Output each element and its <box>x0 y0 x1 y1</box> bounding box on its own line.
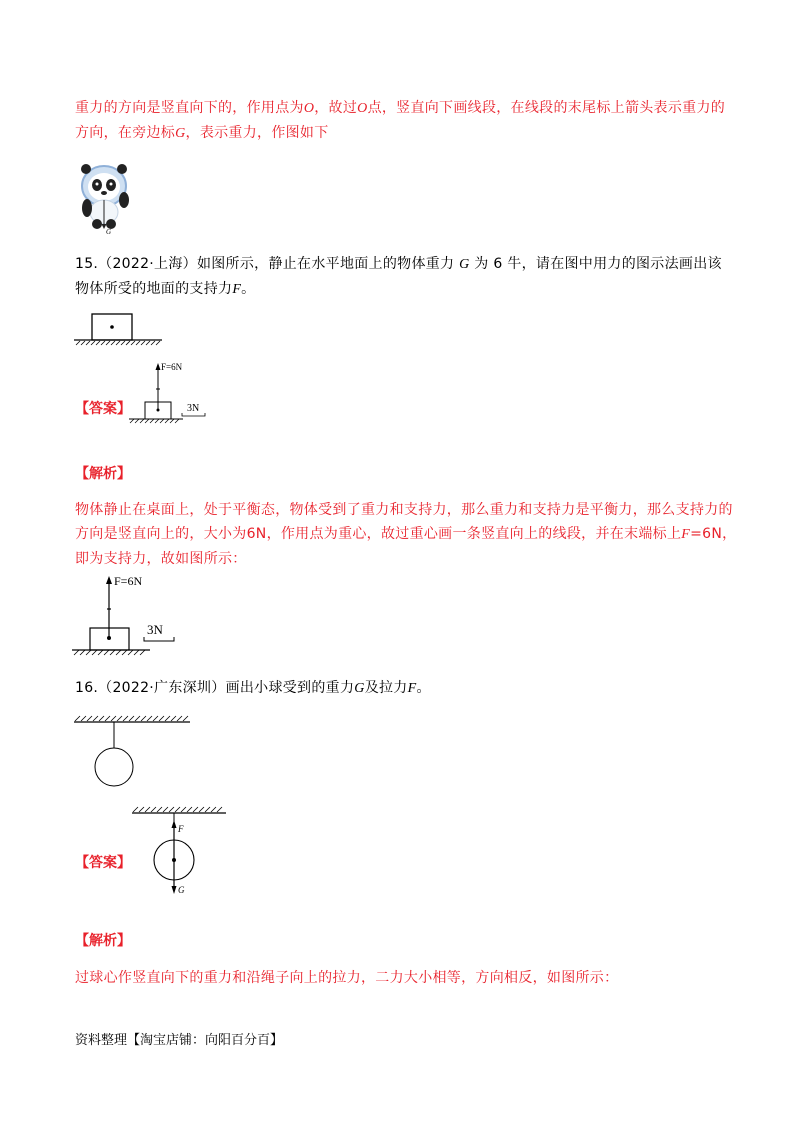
q15-analysis-figure <box>70 572 200 662</box>
q15-source: （2022·上海） <box>98 256 197 272</box>
q16-analysis: 过球心作竖直向下的重力和沿绳子向上的拉力，二力大小相等，方向相反，如图所示： <box>75 970 619 986</box>
q16-answer-label: 【答案】 <box>75 855 131 871</box>
q14-explanation-line2: 方向，在旁边标G，表示重力，作图如下 <box>75 125 329 141</box>
q15-analysis-line1: 物体静止在桌面上，处于平衡态，物体受到了重力和支持力，那么重力和支持力是平衡力，那么支持力的 <box>75 502 733 518</box>
q15-answer-force-label: F=6N <box>161 362 183 372</box>
q15-box-figure <box>72 310 164 350</box>
panda-gravity-label: G <box>106 228 112 235</box>
q15-number: 15. <box>75 256 99 272</box>
q15-question-line2: 物体所受的地面的支持力F。 <box>75 281 256 297</box>
q16-analysis-label: 【解析】 <box>75 933 131 949</box>
q16-g-label: G <box>178 885 185 895</box>
q15-answer-scale-label: 3N <box>187 403 200 414</box>
q16-question: 16.（2022·广东深圳）画出小球受到的重力G及拉力F。 <box>75 680 431 696</box>
q15-question-line1: 15.（2022·上海）如图所示，静止在水平地面上的物体重力 G 为 6 牛，请在图中用力的图示法画出该 <box>75 256 722 272</box>
footer: 资料整理【淘宝店铺：向阳百分百】 <box>75 1033 284 1048</box>
q15-analysis-label: 【解析】 <box>75 466 131 482</box>
q15-analysis-line2: 方向是竖直向上的，大小为6N，作用点为重心，故过重心画一条竖直向上的线段，并在末端标上F=6N， <box>75 526 737 542</box>
q16-answer-figure <box>128 802 230 898</box>
q15-answer-label: 【答案】 <box>75 401 131 417</box>
q15-analysis-force-label: F=6N <box>114 574 143 588</box>
q16-f-label: F <box>178 824 184 834</box>
q16-ball-figure <box>72 712 194 794</box>
q15-analysis <box>75 498 745 571</box>
q14-explanation-line1: 重力的方向是竖直向下的，作用点为O，故过O点，竖直向下画线段，在线段的末尾标上箭头表示重力的 <box>75 100 726 116</box>
q15-question <box>75 252 735 302</box>
q14-explanation <box>75 96 735 146</box>
panda-figure <box>70 160 140 235</box>
q16-source: （2022·广东深圳） <box>98 680 226 696</box>
q15-analysis-line3: 即为支持力，故如图所示： <box>75 551 247 567</box>
q15-answer-figure <box>125 360 215 428</box>
q15-analysis-scale-label: 3N <box>147 622 163 637</box>
q16-number: 16. <box>75 680 99 696</box>
